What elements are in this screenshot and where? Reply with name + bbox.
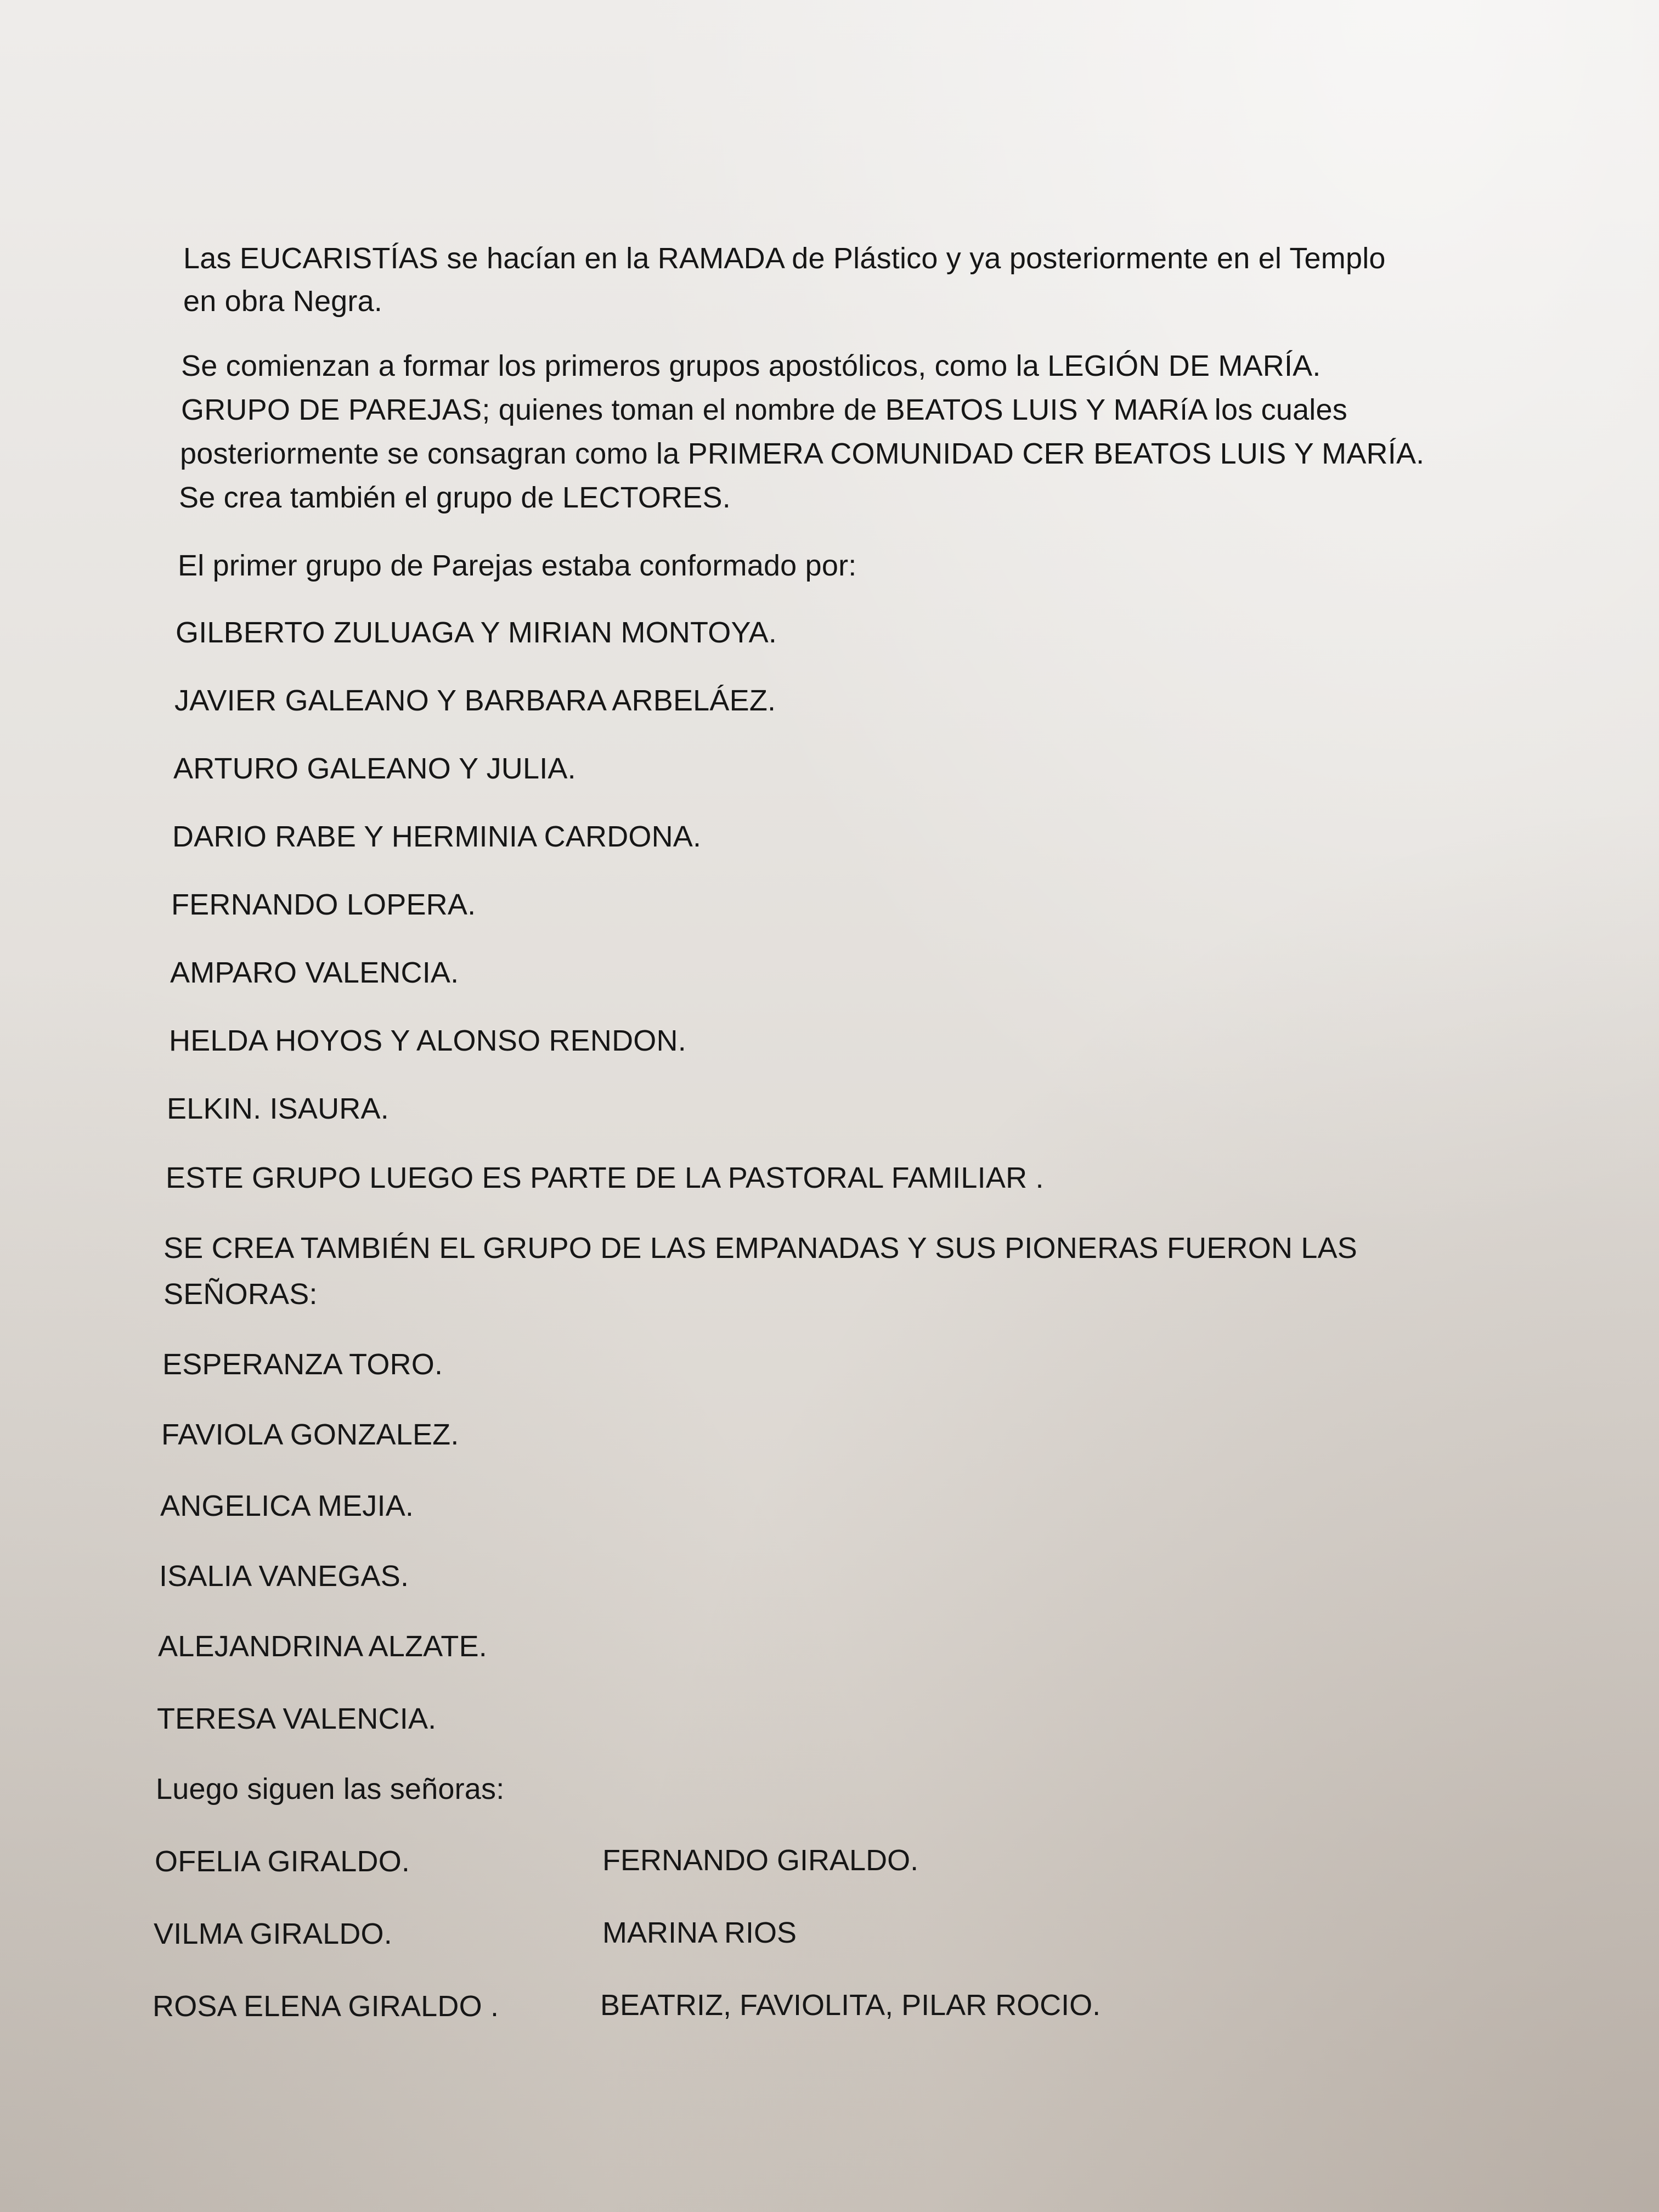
followers-intro: Luego siguen las señoras: [156, 1773, 505, 1805]
couple-item: ARTURO GALEANO Y JULIA. [173, 752, 576, 785]
paragraph-2-line-1: Se comienzan a formar los primeros grupos apostólicos, como la LEGIÓN DE MARÍA. [181, 349, 1321, 382]
couple-item: FERNANDO LOPERA. [171, 888, 476, 921]
couple-item: DARIO RABE Y HERMINIA CARDONA. [172, 820, 702, 853]
pastoral-note: ESTE GRUPO LUEGO ES PARTE DE LA PASTORAL FAMILIAR . [166, 1161, 1044, 1194]
pioneer-item: ESPERANZA TORO. [162, 1348, 443, 1381]
paragraph-2-line-3: posteriormente se consagran como la PRIMERA COMUNIDAD CER BEATOS LUIS Y MARÍA. [180, 437, 1425, 470]
follower-left-item: VILMA GIRALDO. [154, 1917, 392, 1950]
couples-intro: El primer grupo de Parejas estaba conformado por: [178, 549, 857, 582]
empanadas-intro-line-1: SE CREA TAMBIÉN EL GRUPO DE LAS EMPANADAS Y SUS PIONERAS FUERON LAS [163, 1232, 1358, 1265]
empanadas-intro-line-2: SEÑORAS: [163, 1278, 318, 1311]
paragraph-2-line-4: Se crea también el grupo de LECTORES. [179, 481, 731, 514]
follower-right-item: BEATRIZ, FAVIOLITA, PILAR ROCIO. [600, 1989, 1101, 2022]
paragraph-1-line-2: en obra Negra. [183, 285, 383, 318]
pioneer-item: TERESA VALENCIA. [157, 1702, 437, 1735]
follower-right-item: MARINA RIOS [602, 1916, 797, 1949]
couple-item: ELKIN. ISAURA. [167, 1092, 389, 1125]
follower-left-item: OFELIA GIRALDO. [155, 1845, 410, 1878]
couple-item: JAVIER GALEANO Y BARBARA ARBELÁEZ. [174, 684, 776, 717]
paragraph-2-line-2: GRUPO DE PAREJAS; quienes toman el nombre de BEATOS LUIS Y MARíA los cuales [181, 393, 1347, 426]
pioneer-item: ISALIA VANEGAS. [159, 1560, 409, 1593]
couple-item: HELDA HOYOS Y ALONSO RENDON. [169, 1024, 686, 1057]
couple-item: AMPARO VALENCIA. [170, 956, 459, 989]
pioneer-item: FAVIOLA GONZALEZ. [161, 1418, 459, 1451]
follower-left-item: ROSA ELENA GIRALDO . [153, 1990, 499, 2023]
paragraph-1-line-1: Las EUCARISTÍAS se hacían en la RAMADA de Plástico y ya posteriormente en el Templo [183, 242, 1386, 275]
pioneer-item: ANGELICA MEJIA. [160, 1489, 414, 1522]
pioneer-item: ALEJANDRINA ALZATE. [158, 1630, 487, 1663]
follower-right-item: FERNANDO GIRALDO. [602, 1844, 919, 1877]
couple-item: GILBERTO ZULUAGA Y MIRIAN MONTOYA. [176, 616, 777, 649]
